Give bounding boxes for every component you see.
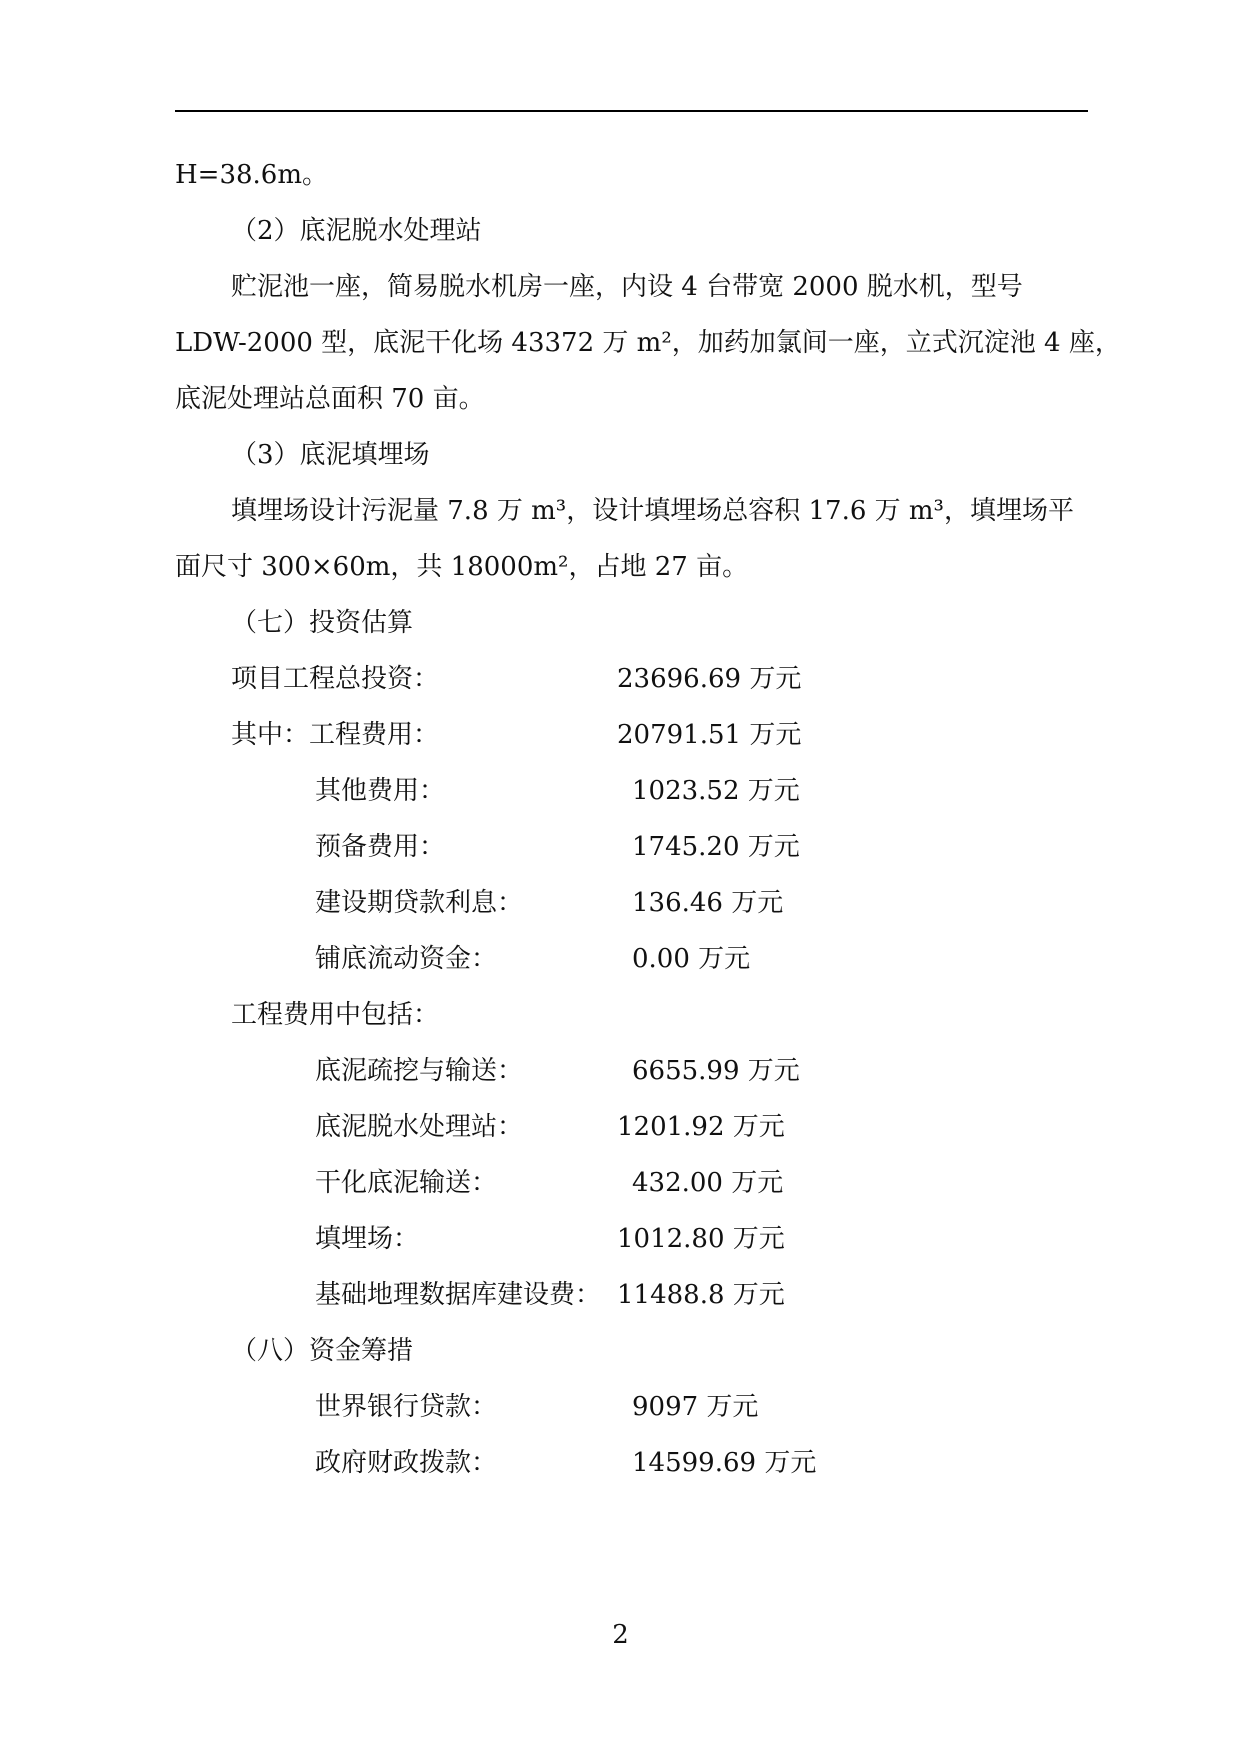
row-value: 14599.69 万元 [632, 1448, 817, 1478]
row-label: 底泥疏挖与输送： [315, 1056, 524, 1086]
row-value: 1201.92 万元 [617, 1112, 785, 1142]
section-heading: （2）底泥脱水处理站 [231, 216, 482, 246]
subsection-heading: 工程费用中包括： [231, 1000, 440, 1030]
row-value: 20791.51 万元 [617, 720, 802, 750]
row-label: 世界银行贷款： [315, 1392, 498, 1422]
row-value: 11488.8 万元 [617, 1280, 785, 1310]
row-value: 6655.99 万元 [632, 1056, 800, 1086]
section-heading: （八）资金筹措 [231, 1336, 414, 1366]
section-heading: （七）投资估算 [231, 608, 414, 638]
paragraph-line: 填埋场设计污泥量 7.8 万 m³，设计填埋场总容积 17.6 万 m³，填埋场平 [231, 496, 1074, 526]
row-label: 其中：工程费用： [231, 720, 440, 750]
row-label: 填埋场： [315, 1224, 420, 1254]
row-value: 1745.20 万元 [632, 832, 800, 862]
section-heading: （3）底泥填埋场 [231, 440, 430, 470]
row-value: 23696.69 万元 [617, 664, 802, 694]
row-label: 底泥脱水处理站： [315, 1112, 524, 1142]
header-rule [175, 110, 1088, 112]
row-label: 其他费用： [315, 776, 446, 806]
paragraph-line: H=38.6m。 [175, 160, 329, 190]
row-value: 1023.52 万元 [632, 776, 800, 806]
row-value: 1012.80 万元 [617, 1224, 785, 1254]
row-label: 项目工程总投资： [231, 664, 440, 694]
row-value: 136.46 万元 [632, 888, 784, 918]
row-label: 铺底流动资金： [315, 944, 498, 974]
paragraph-line: 贮泥池一座，简易脱水机房一座，内设 4 台带宽 2000 脱水机，型号 [231, 272, 1023, 302]
row-label: 政府财政拨款： [315, 1448, 498, 1478]
page-number: 2 [612, 1620, 629, 1650]
row-value: 9097 万元 [632, 1392, 759, 1422]
row-value: 0.00 万元 [632, 944, 751, 974]
row-label: 建设期贷款利息： [315, 888, 524, 918]
paragraph-line: 底泥处理站总面积 70 亩。 [175, 384, 485, 414]
row-label: 预备费用： [315, 832, 446, 862]
row-label: 基础地理数据库建设费： [315, 1280, 602, 1310]
row-value: 432.00 万元 [632, 1168, 784, 1198]
row-label: 干化底泥输送： [315, 1168, 498, 1198]
paragraph-line: LDW-2000 型，底泥干化场 43372 万 m²，加药加氯间一座，立式沉淀池 4 座， [175, 328, 1121, 358]
paragraph-line: 面尺寸 300×60m，共 18000m²，占地 27 亩。 [175, 552, 749, 582]
